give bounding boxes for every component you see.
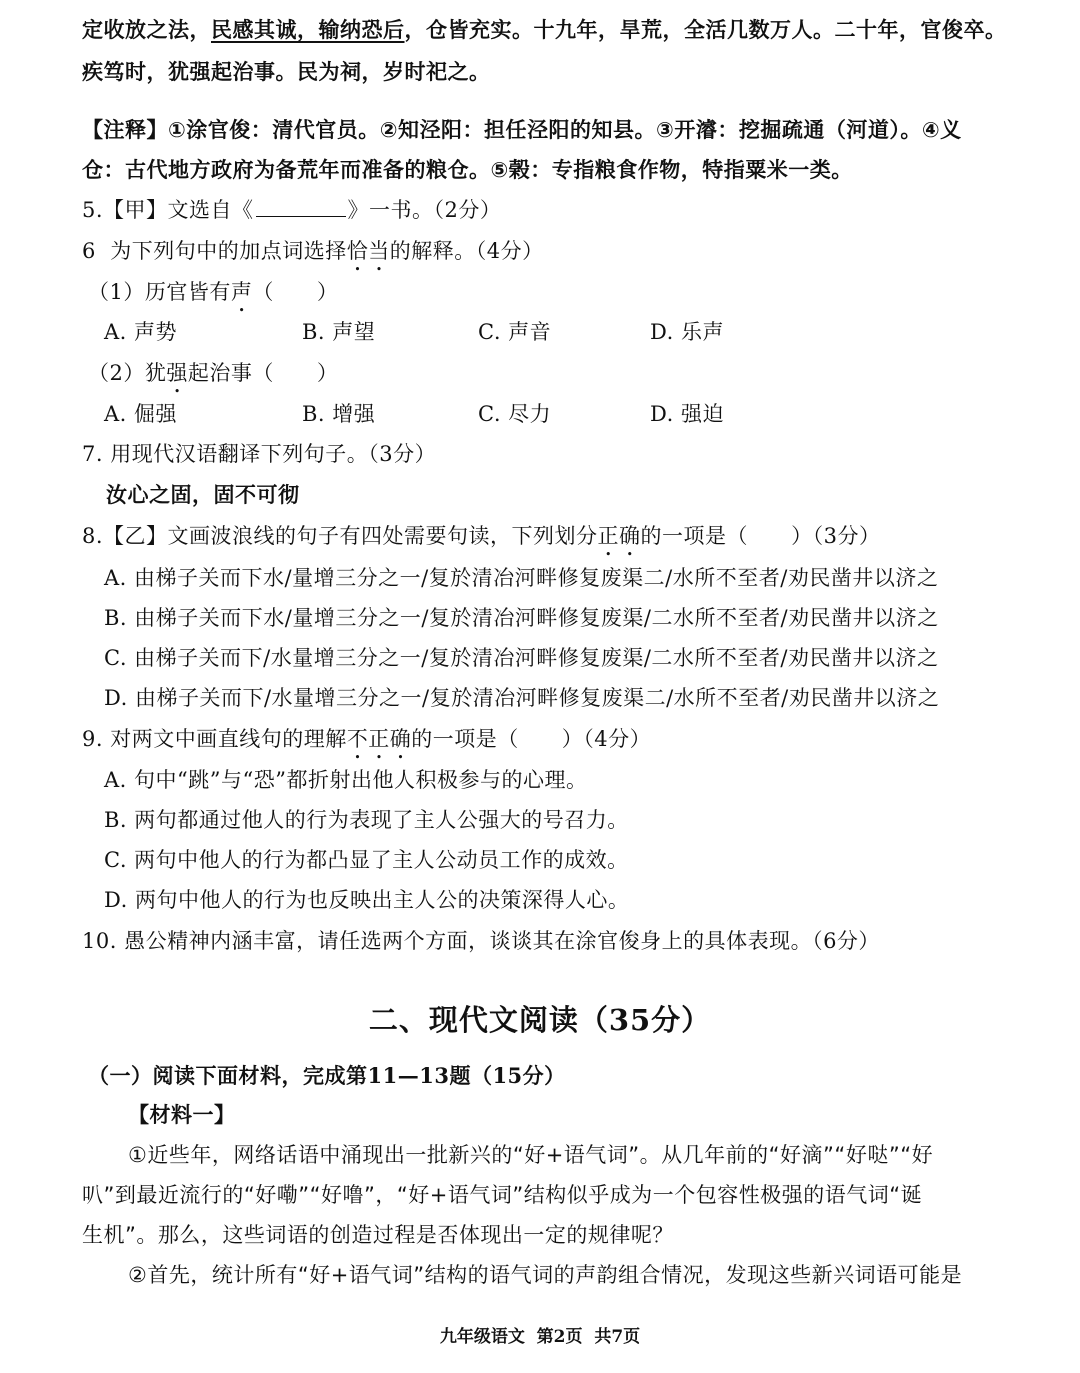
q6-1-option-b[interactable]: B. 声望	[302, 320, 376, 344]
question-6-2	[88, 359, 338, 398]
q8-option-c[interactable]: C. 由梯子关而下/水量增三分之一/复於清冶河畔修复废渠/二水所不至者/劝民凿井以济之	[104, 646, 939, 670]
q6-1-dotted-word: 声	[230, 280, 253, 304]
passage-line-2: 疾笃时，犹强起治事。民为祠，岁时祀之。	[82, 60, 491, 84]
q9-suffix: 的一项是（ ）（4分）	[411, 727, 652, 751]
annotation-line-2: 仓：古代地方政府为备荒年而准备的粮仓。⑤榖：专指粮食作物，特指粟米一类。	[82, 158, 853, 182]
q9-dotted-word: 不正确	[346, 727, 412, 751]
question-9	[82, 725, 651, 764]
q6-1-prefix: （1）历官皆有	[88, 280, 231, 304]
q6-2-prefix: （2）犹	[88, 361, 167, 385]
q6-2-option-a[interactable]: A. 倔强	[104, 402, 178, 426]
q6-1-suffix: （ ）	[252, 280, 339, 304]
q9-option-a[interactable]: A. 句中“跳”与“恐”都折射出他人积极参与的心理。	[104, 768, 588, 792]
q5-answer-blank[interactable]	[256, 196, 346, 217]
page-footer: 九年级语文 第2页 共7页	[439, 1327, 641, 1347]
q6-2-option-b[interactable]: B. 增强	[302, 402, 376, 426]
q8-option-a[interactable]: A. 由梯子关而下水/量增三分之一/复於清冶河畔修复废渠二/水所不至者/劝民凿井以济之	[104, 566, 939, 590]
q9-prefix: 9. 对两文中画直线句的理解	[82, 727, 347, 751]
q5-suffix: 》一书。（2分）	[347, 198, 502, 222]
question-7: 7. 用现代汉语翻译下列句子。（3分）	[82, 442, 437, 466]
question-6	[82, 237, 544, 276]
material-paragraph-line-4: ②首先，统计所有“好+语气词”结构的语气词的声韵组合情况，发现这些新兴词语可能是	[128, 1263, 963, 1287]
material-paragraph-line-2: 叭”到最近流行的“好嘞”“好噜”，“好+语气词”结构似乎成为一个包容性极强的语气词“诞	[82, 1183, 923, 1207]
q6-1-option-a[interactable]: A. 声势	[104, 320, 178, 344]
q6-2-dotted-word: 强	[166, 361, 188, 385]
q9-option-d[interactable]: D. 两句中他人的行为也反映出主人公的决策深得人心。	[104, 888, 630, 912]
q6-2-option-d[interactable]: D. 强迫	[650, 402, 724, 426]
material-label: 【材料一】	[128, 1102, 236, 1127]
passage-line-1a: 定收放之法，	[82, 18, 211, 42]
material-paragraph-line-3: 生机”。那么，这些词语的创造过程是否体现出一定的规律呢？	[82, 1223, 674, 1247]
q5-prefix: 5.【甲】文选自《	[82, 198, 254, 222]
passage-line-1c: ，仓皆充实。十九年，旱荒，全活几数万人。二十年，官俊卒。	[404, 18, 1007, 42]
q8-option-d[interactable]: D. 由梯子关而下/水量增三分之一/复於清冶河畔修复废渠二/水所不至者/劝民凿井以济之	[104, 686, 940, 710]
section-title: 二、现代文阅读（35分）	[368, 1003, 712, 1037]
question-6-1	[88, 278, 338, 317]
annotation-line-1: 【注释】①涂官俊：清代官员。②知泾阳：担任泾阳的知县。③开濬：挖掘疏通（河道）。④义	[82, 118, 962, 142]
subsection-heading: （一）阅读下面材料，完成第11—13题（15分）	[88, 1063, 566, 1088]
q8-suffix: 的一项是（ ）（3分）	[640, 524, 881, 548]
q9-option-b[interactable]: B. 两句都通过他人的行为表现了主人公强大的号召力。	[104, 808, 629, 832]
q8-prefix: 8.【乙】文画波浪线的句子有四处需要句读，下列划分	[82, 524, 598, 548]
q8-option-b[interactable]: B. 由梯子关而下水/量增三分之一/复於清冶河畔修复废渠/二水所不至者/劝民凿井以济之	[104, 606, 939, 630]
q8-dotted-word: 正确	[597, 524, 641, 548]
question-8	[82, 522, 880, 561]
q6-2-suffix: 起治事（ ）	[187, 361, 339, 385]
q7-sentence: 汝心之固，固不可彻	[106, 483, 300, 507]
material-paragraph-line-1: ①近些年，网络话语中涌现出一批新兴的“好+语气词”。从几年前的“好滴”“好哒”“好	[128, 1143, 934, 1167]
underlined-sentence: 民感其诚，输纳恐后	[211, 18, 405, 42]
question-10: 10. 愚公精神内涵丰富，请任选两个方面，谈谈其在涂官俊身上的具体表现。（6分）	[82, 929, 880, 953]
q6-suffix: 的解释。（4分）	[389, 239, 544, 263]
q6-prefix: 6 为下列句中的加点词选择	[82, 239, 347, 263]
q6-1-option-c[interactable]: C. 声音	[478, 320, 552, 344]
q6-2-option-c[interactable]: C. 尽力	[478, 402, 552, 426]
question-5	[82, 196, 501, 224]
q6-dotted-word: 恰当	[346, 239, 390, 263]
q6-1-option-d[interactable]: D. 乐声	[650, 320, 724, 344]
passage-line-1	[82, 16, 1007, 44]
q9-option-c[interactable]: C. 两句中他人的行为都凸显了主人公动员工作的成效。	[104, 848, 629, 872]
